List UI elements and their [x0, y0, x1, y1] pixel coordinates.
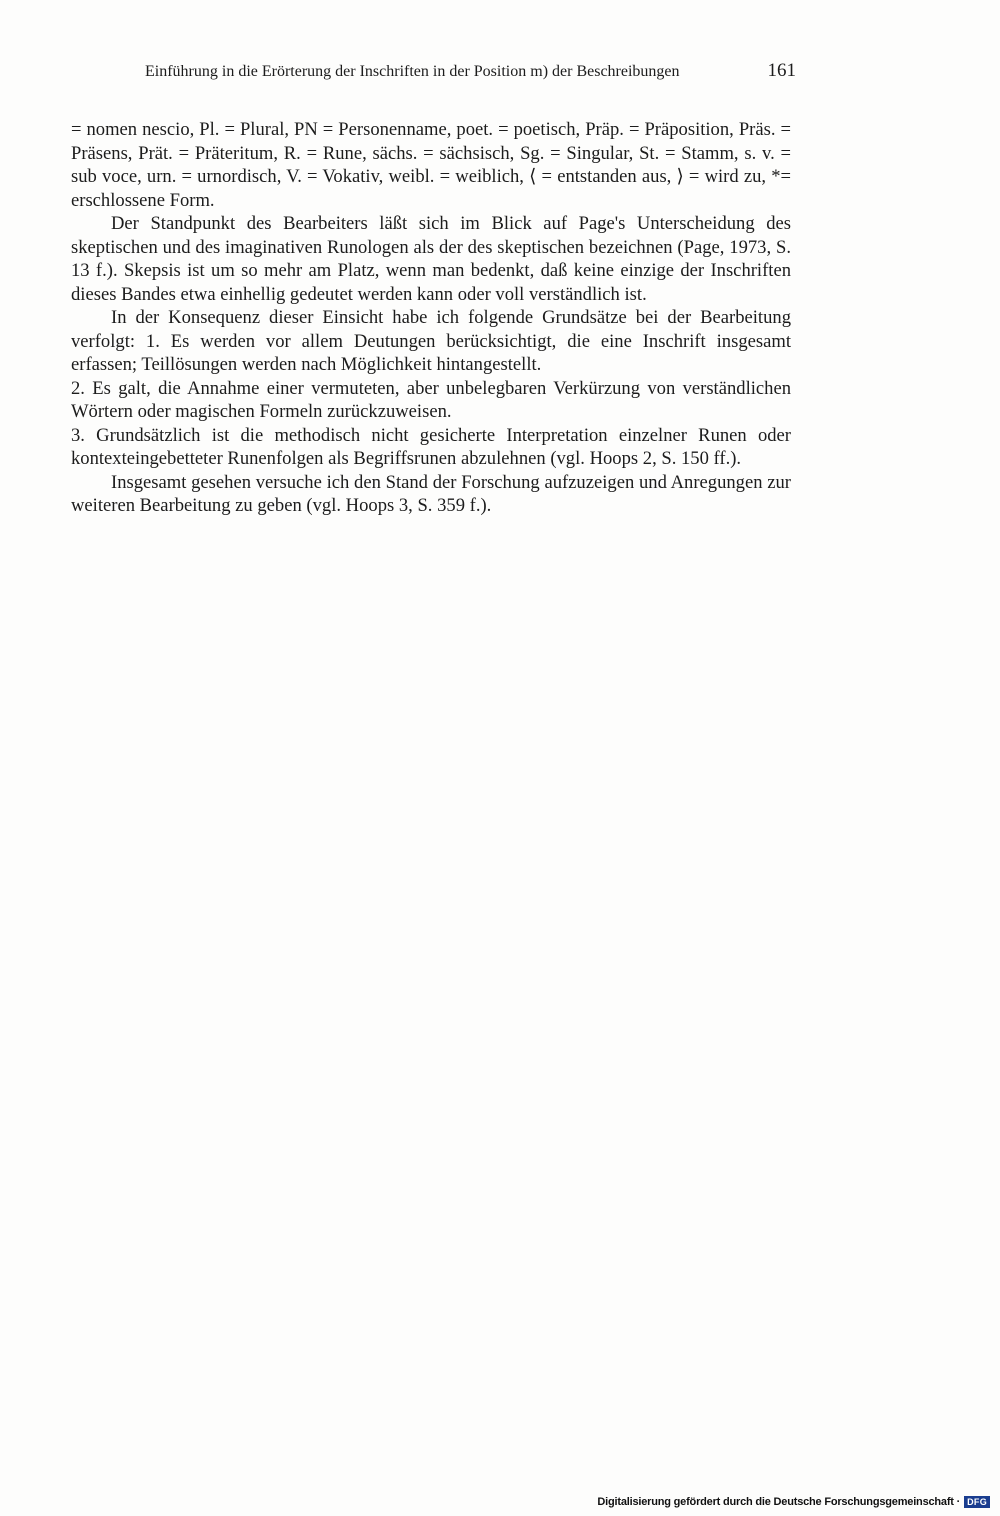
page-number: 161 [767, 60, 796, 81]
digitization-credit [597, 1494, 990, 1510]
dfg-logo-icon: DFG [964, 1496, 990, 1508]
paragraph-principles: In der Konsequenz dieser Einsicht habe ich folgende Grundsätze bei der Bearbeitung verfolgt: 1. Es werden vor allem Deutungen berücksichtigt, die eine Inschrift insgesamt erfassen; Teillösungen werden nach Möglichkeit hintangestellt. [71, 307, 791, 375]
running-title: Einführung in die Erörterung der Inschriften in der Position m) der Beschreibungen [145, 63, 680, 80]
paragraph-principle-3: 3. Grundsätzlich ist die methodisch nicht gesicherte Interpretation einzelner Runen oder kontexteingebetteter Runenfolgen als Begriffsrunen abzulehnen (vgl. Hoops 2, S. 150 ff.). [71, 424, 791, 469]
paragraph-abbreviations: = nomen nescio, Pl. = Plural, PN = Personenname, poet. = poetisch, Präp. = Präposition, Präs. = Präsens, Prät. = Präteritum, R. = Rune, sächs. = sächsisch, Sg. = Singular, St. = Stamm, s. v. = sub voce, urn. = urnordisch, V. = Vokativ, weibl. = weiblich, ⟨ = entstanden aus, ⟩ = wird zu, *= erschlossene Form. [71, 119, 791, 211]
paragraph-principle-2: 2. Es galt, die Annahme einer vermuteten, aber unbelegbaren Verkürzung von verständlichen Wörtern oder magischen Formeln zurückzuweisen. [71, 377, 791, 422]
body-text [71, 118, 791, 518]
paragraph-summary: Insgesamt gesehen versuche ich den Stand der Forschung aufzuzeigen und Anregungen zur weiteren Bearbeitung zu geben (vgl. Hoops 3, S. 359 f.). [71, 471, 791, 516]
paragraph-standpoint: Der Standpunkt des Bearbeiters läßt sich im Blick auf Page's Unterscheidung des skeptischen und des imaginativen Runologen als der des skeptischen bezeichnen (Page, 1973, S. 13 f.). Skepsis ist um so mehr am Platz, wenn man bedenkt, daß keine einzige der Inschriften dieses Bandes etwa einhellig gedeutet werden kann oder voll verständlich ist. [71, 213, 791, 305]
credit-text: Digitalisierung gefördert durch die Deutsche Forschungsgemeinschaft · [597, 1496, 961, 1508]
